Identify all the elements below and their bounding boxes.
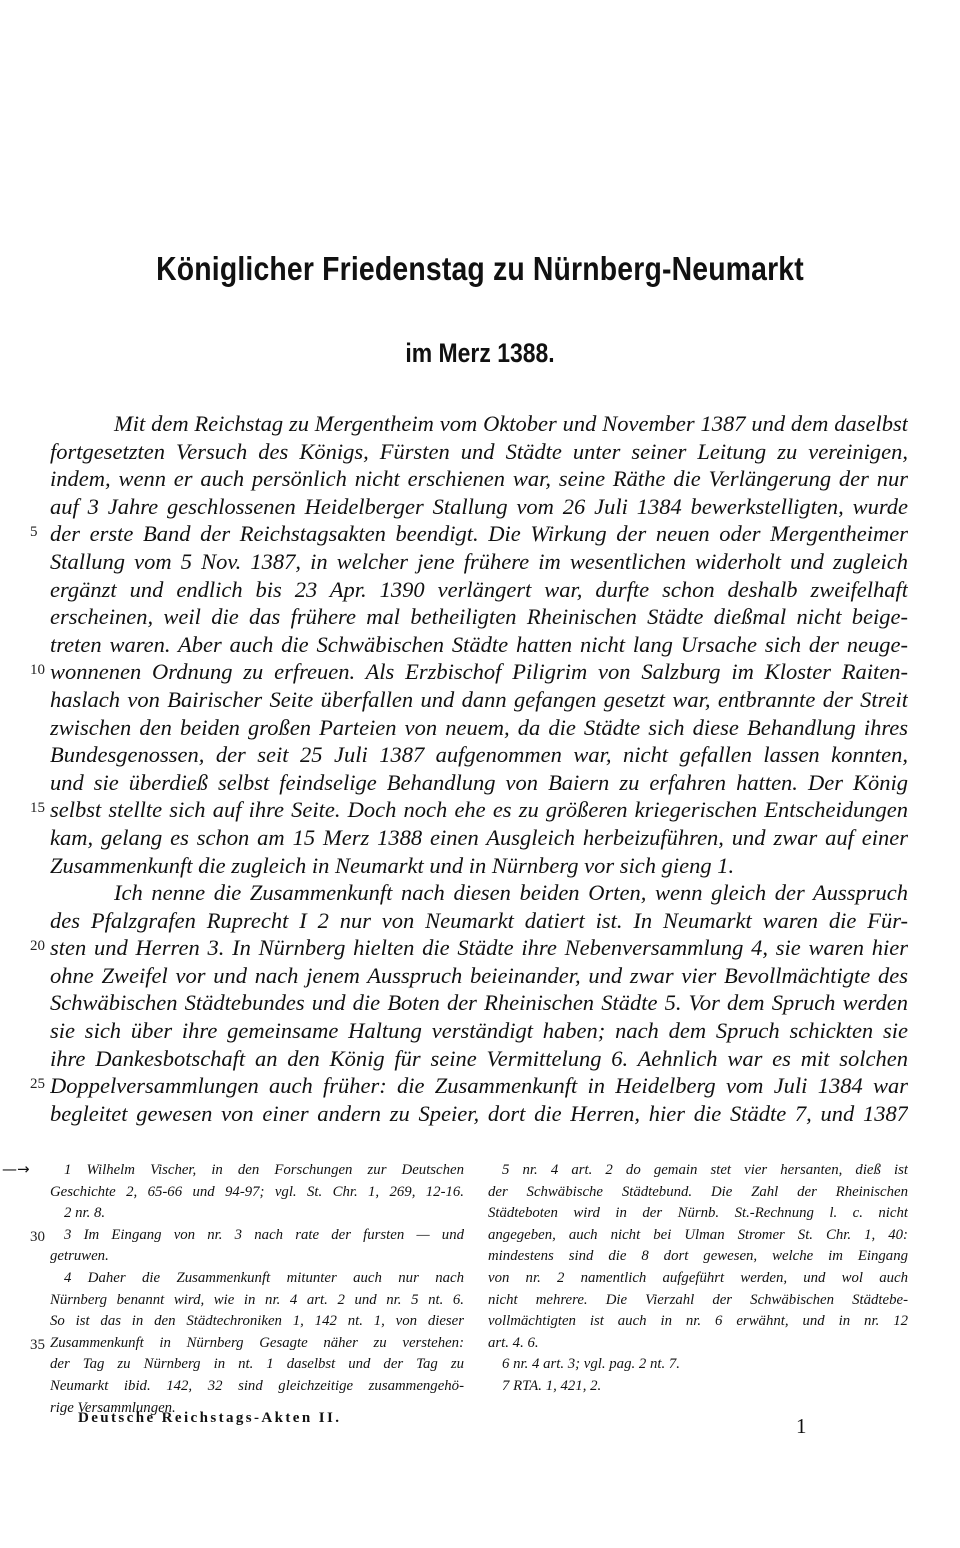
text-line: erscheinen, weil die das frühere mal betheiligten Rheinischen Städte dießmal nicht beige- <box>50 604 908 630</box>
line-number: 20 <box>30 938 45 955</box>
text-line: begleitet gewesen von einer andern zu Speier, dort die Herren, hier die Städte 7, und 1387 <box>50 1100 908 1126</box>
text-line: getruwen. <box>50 1248 109 1265</box>
text-line: Mit dem Reichstag zu Mergentheim vom Oktober und November 1387 und dem daselbst <box>114 411 908 436</box>
text-line: der Schwäbische Städtebund. Die Zahl der Rheinischen <box>488 1183 908 1200</box>
text-line: ergänzt und endlich bis 23 Apr. 1390 verlängert war, durfte schon deshalb zweifelhaft <box>50 576 908 602</box>
margin-marker: —→ <box>2 1160 30 1178</box>
line-number: 30 <box>30 1228 45 1245</box>
text-line: Stallung vom 5 Nov. 1387, in welcher jene frühere im wesentlichen widerholt und zugleich <box>50 548 908 574</box>
text-line: haslach von Bairischer Seite überfallen und dann gefangen gesetzt war, entbrannte der Streit <box>50 686 908 712</box>
text-line: der Tag zu Nürnberg in nt. 1 daselbst und der Tag zu <box>50 1356 464 1373</box>
line-number: 15 <box>30 800 45 817</box>
text-line: Neumarkt ibid. 142, 32 sind gleichzeitige zusammengehö- <box>50 1377 464 1394</box>
text-line: rige Versammlungen. <box>50 1399 176 1416</box>
line-number: 25 <box>30 1076 45 1093</box>
text-line: Doppelversammlungen auch früher: die Zusammenkunft in Heidelberg vom Juli 1384 war <box>50 1073 908 1099</box>
text-line: und sie überdieß selbst feindselige Behandlung von Baiern zu erfahren hatten. Der König <box>50 769 908 795</box>
text-line: wonnenen Ordnung zu erfreuen. Als Erzbischof Piligrim von Salzburg im Kloster Raiten- <box>50 659 908 685</box>
text-line: mindestens sind die 8 dort gewesen, welche im Eingang <box>488 1248 908 1265</box>
text-line: kam, gelang es schon am 15 Merz 1388 einen Ausgleich herbeizuführen, und zwar auf einer <box>50 824 908 850</box>
text-line: 4 Daher die Zusammenkunft mitunter auch nur nach <box>64 1269 464 1286</box>
text-line: 2 nr. 8. <box>64 1205 106 1222</box>
text-line: nicht mehrere. Die Vierzahl der Schwäbischen Städtebe- <box>488 1291 908 1308</box>
text-line: zwischen den beiden großen Parteien von neuem, da die Städte sich diese Behandlung ihres <box>50 714 908 740</box>
text-line: angegeben, auch nicht bei Ulman Stromer St. Chr. 1, 40: <box>488 1226 908 1243</box>
text-line: Bundesgenossen, der seit 25 Juli 1387 aufgenommen war, nicht gefallen lassen konnten, <box>50 742 908 768</box>
page-subtitle: im Merz 1388. <box>405 338 555 368</box>
text-line: der erste Band der Reichstagsakten beendigt. Die Wirkung der neuen oder Mergentheimer <box>50 521 908 547</box>
text-line: Geschichte 2, 65-66 und 94-97; vgl. St. Chr. 1, 269, 12-16. <box>50 1183 464 1200</box>
text-line: von nr. 2 namentlich aufgeführt werden, und wol auch <box>488 1269 908 1286</box>
page-number: 1 <box>796 1414 807 1438</box>
body-text <box>50 410 908 1127</box>
line-number: 5 <box>30 524 38 541</box>
text-line: So ist das in den Städtechroniken 1, 142 nt. 1, von dieser <box>50 1313 464 1330</box>
text-line: vollmächtigten ist auch in nr. 6 erwähnt, und in nr. 12 <box>488 1313 908 1330</box>
text-line: fortgesetzten Versuch des Königs, Fürsten und Städte unter seiner Leitung zu vereinigen, <box>50 438 908 464</box>
signature-line: Deutsche Reichstags-Akten II. <box>78 1410 342 1426</box>
line-number: 35 <box>30 1336 45 1353</box>
text-line: 1 Wilhelm Vischer, in den Forschungen zur Deutschen <box>64 1162 464 1178</box>
text-line: sten und Herren 3. In Nürnberg hielten die Städte ihre Nebenversammlung 4, sie waren hier <box>50 935 908 961</box>
text-line: ihre Dankesbotschaft an den König für seine Vermittelung 6. Aehnlich war es mit solchen <box>50 1045 908 1071</box>
text-line: 3 Im Eingang von nr. 3 nach rate der fursten — und <box>64 1226 464 1243</box>
text-line: Städteboten wird in der Nürnb. St.-Rechnung l. c. nicht <box>488 1205 908 1222</box>
text-line: Zusammenkunft die zugleich in Neumarkt und in Nürnberg vor sich gieng 1. <box>50 852 735 878</box>
text-line: des Pfalzgrafen Ruprecht I 2 nur von Neumarkt datiert ist. In Neumarkt waren die Für- <box>50 907 908 933</box>
text-line: auf 3 Jahre geschlossenen Heidelberger Stallung vom 26 Juli 1384 bewerkstelligten, wurde <box>50 493 908 519</box>
page-title: Königlicher Friedenstag zu Nürnberg-Neumarkt <box>156 250 804 287</box>
text-line: 7 RTA. 1, 421, 2. <box>502 1377 602 1394</box>
text-line: art. 4. 6. <box>488 1334 539 1351</box>
text-line: Schwäbischen Städtebundes und die Boten der Rheinischen Städte 5. Vor dem Spruch werden <box>50 990 908 1016</box>
text-line: ohne Zweifel vor und nach jenem Ausspruch beieinander, und zwar vier Bevollmächtigte des <box>50 962 908 988</box>
text-line: selbst stellte sich auf ihre Seite. Doch noch ehe es zu größeren kriegerischen Entscheidungen <box>50 797 908 823</box>
text-line: 5 nr. 4 art. 2 do gemain stet vier hersanten, dieß ist <box>502 1162 908 1178</box>
text-line: sie sich über ihre gemeinsame Haltung verständigt haben; nach dem Spruch schickten sie <box>50 1018 908 1044</box>
text-line: Zusammenkunft in Nürnberg Gesagte näher zu verstehen: <box>50 1334 464 1351</box>
text-line: indem, wenn er auch persönlich nicht erschienen war, seine Räthe die Verlängerung der nur <box>50 466 908 492</box>
line-number: 10 <box>30 662 45 679</box>
text-line: 6 nr. 4 art. 3; vgl. pag. 2 nt. 7. <box>502 1356 680 1373</box>
text-line: Nürnberg benannt wird, wie in nr. 4 art. 2 und nr. 5 nt. 6. <box>50 1291 464 1308</box>
footnotes-right-column <box>488 1160 908 1398</box>
footnotes-left-column <box>50 1160 464 1419</box>
text-line: Ich nenne die Zusammenkunft nach diesen beiden Orten, wenn gleich der Ausspruch <box>114 880 908 906</box>
text-line: treten waren. Aber auch die Schwäbischen Städte hatten nicht lang Ursache sich der neuge- <box>50 631 908 657</box>
